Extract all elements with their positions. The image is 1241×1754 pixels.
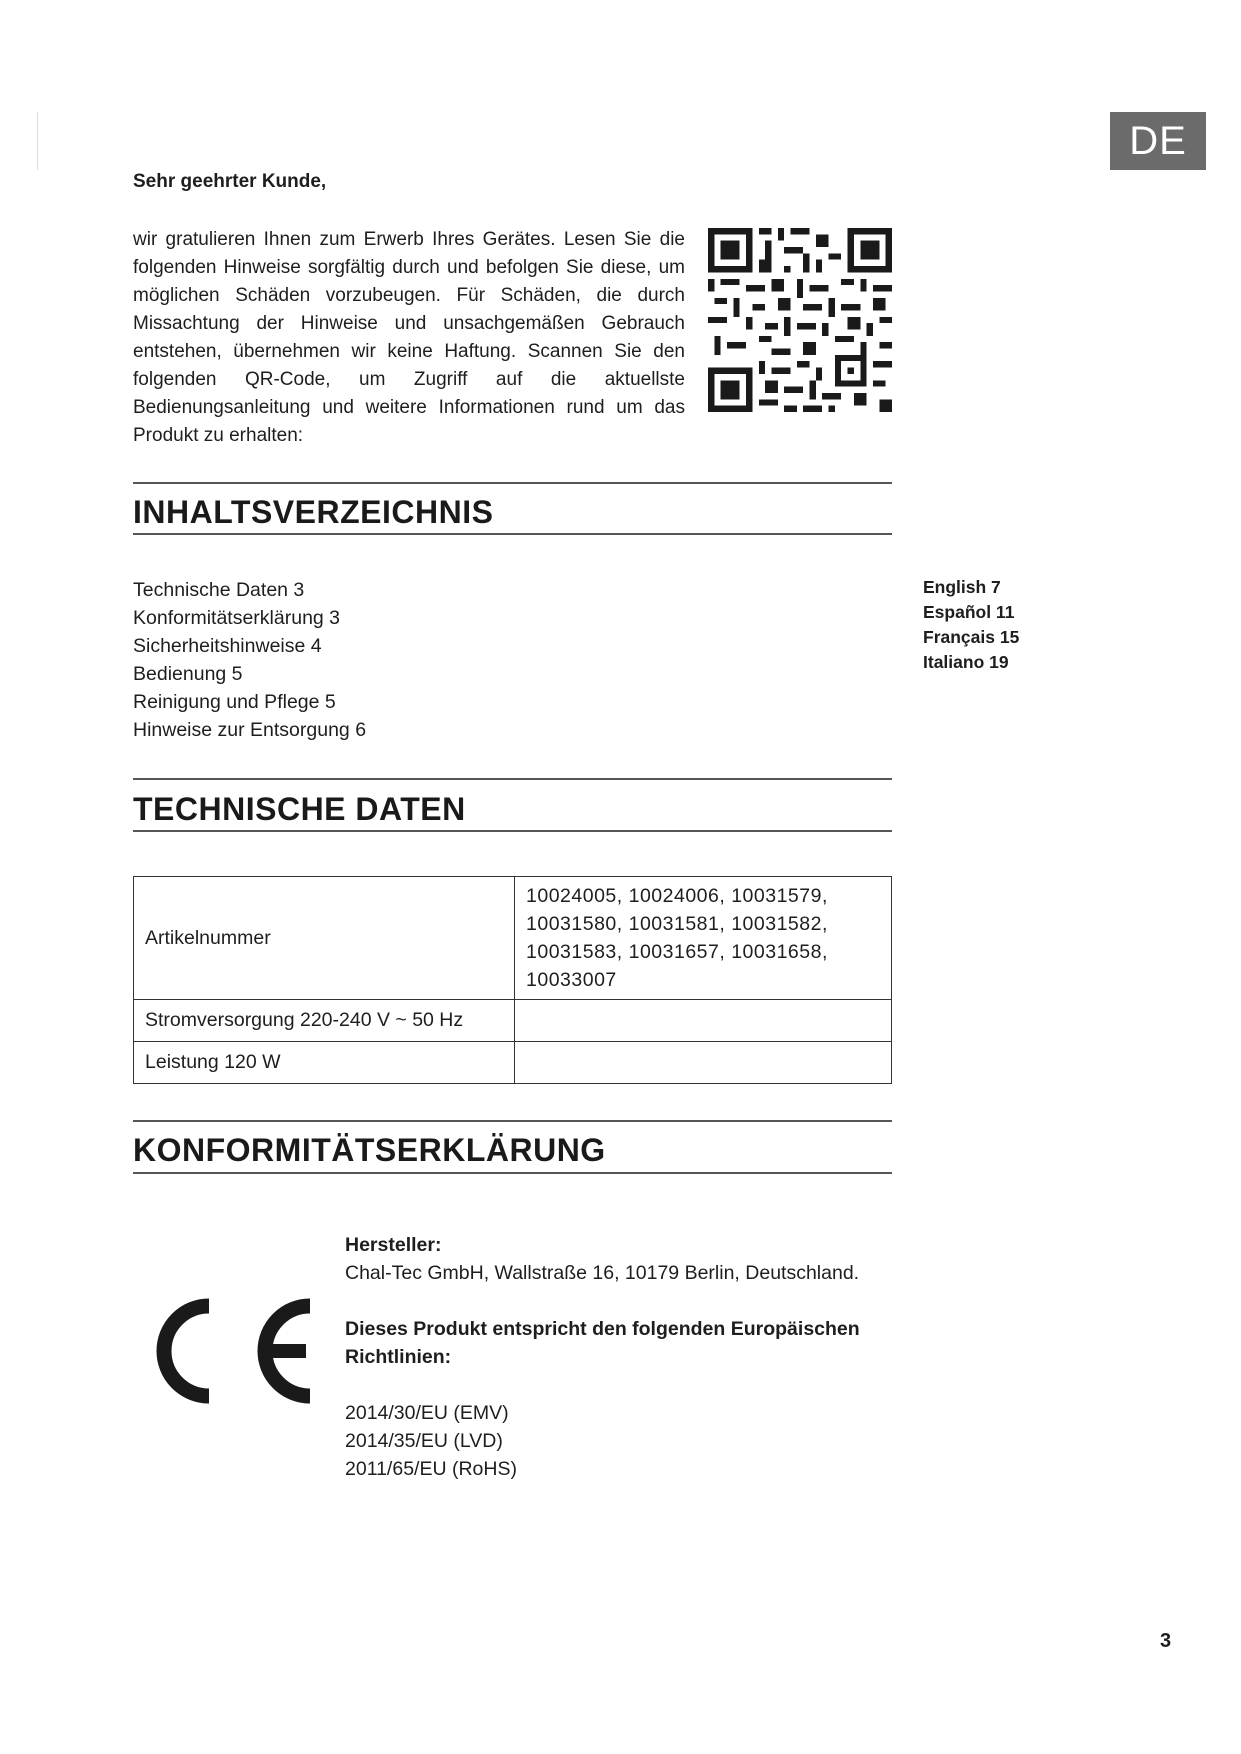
ce-mark-icon <box>147 1292 317 1410</box>
spacer <box>345 1287 905 1315</box>
toc-item: Technische Daten 3 <box>133 579 305 601</box>
toc-item: Reinigung und Pflege 5 <box>133 691 336 713</box>
table-row <box>134 877 892 1000</box>
toc-heading: INHALTSVERZEICHNIS <box>133 494 494 530</box>
divider-bottom <box>133 830 892 832</box>
manufacturer-address: Chal-Tec GmbH, Wallstraße 16, 10179 Berlin, Deutschland. <box>345 1262 860 1284</box>
language-item: Español 11 <box>923 602 1015 622</box>
table-row <box>134 1042 892 1084</box>
divider-top <box>133 1120 892 1122</box>
table-row <box>134 1000 892 1042</box>
conformity-heading: KONFORMITÄTSERKLÄRUNG <box>133 1132 606 1168</box>
language-item: English 7 <box>923 577 1001 597</box>
spec-label: Stromversorgung 220-240 V ~ 50 Hz <box>134 1000 515 1042</box>
spec-value <box>515 1042 892 1084</box>
article-number-line: 10031583, 10031657, 10031658, <box>526 941 828 963</box>
table-of-contents <box>133 576 366 744</box>
intro-paragraph: wir gratulieren Ihnen zum Erwerb Ihres Gerätes. Lesen Sie die folgenden Hinweise sorgfältig durch und befolgen Sie diese, um möglichen Schäden vorzubeugen. Für Schäden, die durch Missachtung der Hinweise und unsachgemäßen Gebrauch entstehen, übernehmen wir keine Haftung. Scannen Sie den folgenden QR-Code, um Zugriff auf die aktuellste Bedienungsanleitung und weitere Informationen rund um das Produkt zu erhalten: <box>133 229 685 446</box>
directive: 2014/30/EU (EMV) <box>345 1402 509 1424</box>
page-edge-mark <box>37 112 38 170</box>
spec-label: Leistung 120 W <box>134 1042 515 1084</box>
conformity-declaration <box>345 1231 905 1483</box>
spec-label: Artikelnummer <box>134 877 515 1000</box>
divider-bottom <box>133 533 892 535</box>
language-item: Français 15 <box>923 627 1020 647</box>
directive: 2011/65/EU (RoHS) <box>345 1458 517 1480</box>
manufacturer-label: Hersteller: <box>345 1234 442 1256</box>
language-tab: DE <box>1110 112 1206 170</box>
language-item: Italiano 19 <box>923 652 1009 672</box>
spec-value <box>515 877 892 1000</box>
language-list <box>923 575 1019 675</box>
article-number-line: 10024005, 10024006, 10031579, <box>526 885 828 907</box>
article-number-line: 10033007 <box>526 969 617 991</box>
spec-value <box>515 1000 892 1042</box>
divider-top <box>133 778 892 780</box>
greeting: Sehr geehrter Kunde, <box>133 171 327 192</box>
spec-table <box>133 876 892 1084</box>
article-number-line: 10031580, 10031581, 10031582, <box>526 913 828 935</box>
divider-top <box>133 482 892 484</box>
divider-bottom <box>133 1172 892 1174</box>
toc-item: Sicherheitshinweise 4 <box>133 635 322 657</box>
specs-heading: TECHNISCHE DATEN <box>133 791 466 827</box>
toc-item: Konformitätserklärung 3 <box>133 607 341 629</box>
directive: 2014/35/EU (LVD) <box>345 1430 503 1452</box>
qr-code <box>708 228 892 412</box>
toc-item: Hinweise zur Entsorgung 6 <box>133 719 367 741</box>
toc-item: Bedienung 5 <box>133 663 243 685</box>
page-number: 3 <box>1160 1630 1172 1652</box>
spacer <box>345 1371 905 1399</box>
conformity-statement: Dieses Produkt entspricht den folgenden Europäischen Richtlinien: <box>345 1318 860 1368</box>
